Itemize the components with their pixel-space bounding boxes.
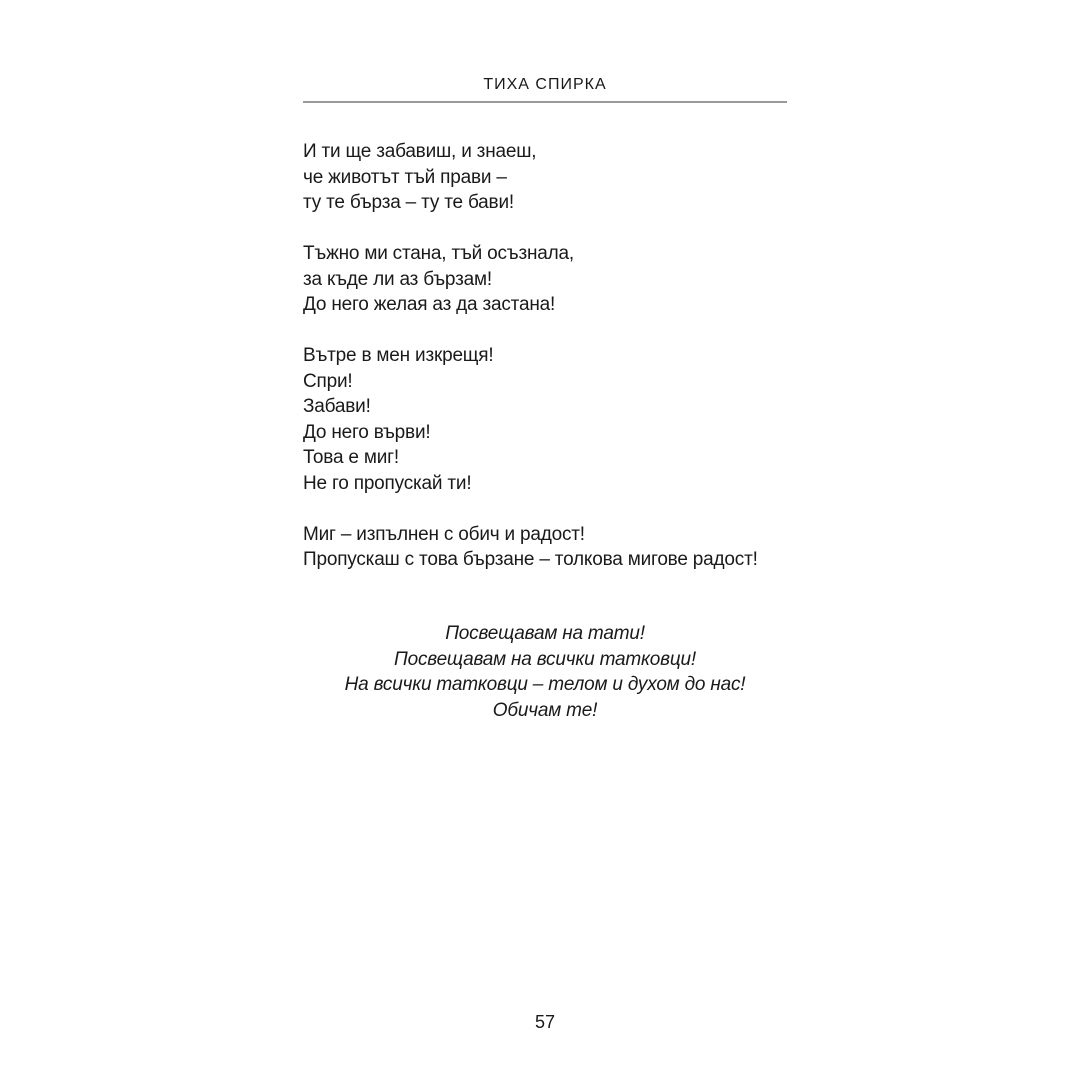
poem-line: Миг – изпълнен с обич и радост! <box>303 523 585 545</box>
dedication-line: Посвещавам на тати! <box>445 623 645 644</box>
dedication-line: Обичам те! <box>492 699 598 721</box>
stanza-3 <box>303 343 783 496</box>
stanza-2 <box>303 241 783 318</box>
poem-line: И ти ще забавиш, и знаеш, <box>303 141 537 162</box>
poem-line: Не го пропускай ти! <box>303 472 472 494</box>
poem-line: ту те бърза – ту те бави! <box>303 192 514 213</box>
poem-line: Пропускаш с това бързане – толкова мигове радост! <box>303 549 758 570</box>
stanza-4 <box>303 522 783 573</box>
poem-line: Това е миг! <box>303 447 399 468</box>
poem-line: Тъжно ми стана, тъй осъзнала, <box>303 243 574 264</box>
poem-line: Вътре в мен изкрещя! <box>303 345 494 366</box>
header-divider <box>303 101 787 103</box>
dedication-line: Посвещавам на всички татковци! <box>394 648 696 670</box>
stanza-1 <box>303 139 783 216</box>
poem-line: за къде ли аз бързам! <box>303 268 492 290</box>
poem-line: Спри! <box>303 370 353 392</box>
dedication-line: На всички татковци – телом и духом до нас! <box>344 674 746 695</box>
poem-line: До него желая аз да застана! <box>303 294 556 315</box>
running-header-title: ТИХА СПИРКА <box>483 76 607 93</box>
dedication <box>303 621 787 723</box>
poem-body <box>303 139 783 598</box>
page-number: 57 <box>534 1012 556 1032</box>
poem-line: До него върви! <box>303 421 431 443</box>
poem-line: Забави! <box>303 396 371 417</box>
poem-line: че животът тъй прави – <box>303 166 507 188</box>
